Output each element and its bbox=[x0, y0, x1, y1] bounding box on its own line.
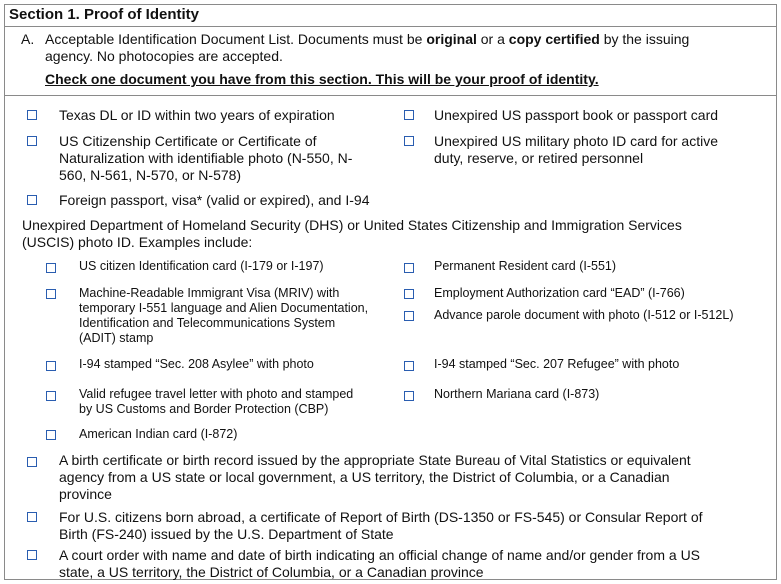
us-citizen-id-checkbox[interactable] bbox=[46, 263, 56, 273]
instruction-text: Check one document you have from this section. This will be your proof of identity. bbox=[45, 71, 599, 87]
refugee-travel-letter-label-2: by US Customs and Border Protection (CBP) bbox=[79, 402, 329, 416]
texas-dl-checkbox[interactable] bbox=[27, 110, 37, 120]
mriv-label-1: Machine-Readable Immigrant Visa (MRIV) with bbox=[79, 286, 340, 300]
mriv-label-4: (ADIT) stamp bbox=[79, 331, 154, 345]
advance-parole-checkbox[interactable] bbox=[404, 311, 414, 321]
passport-label: Unexpired US passport book or passport card bbox=[434, 107, 719, 123]
ead-checkbox[interactable] bbox=[404, 289, 414, 299]
mriv-checkbox[interactable] bbox=[46, 289, 56, 299]
dhs-intro-line-1: Unexpired Department of Homeland Security (DHS) or United States Citizenship and Immigration Services bbox=[22, 217, 682, 233]
citizenship-certificate-label-1: US Citizenship Certificate or Certificate of bbox=[59, 133, 317, 149]
american-indian-checkbox[interactable] bbox=[46, 430, 56, 440]
i94-refugee-checkbox[interactable] bbox=[404, 361, 414, 371]
title-divider bbox=[5, 26, 776, 27]
report-of-birth-label-1: For U.S. citizens born abroad, a certificate of Report of Birth (DS-1350 or FS-545) or Consular Report of bbox=[59, 509, 703, 525]
intro-line-2: agency. No photocopies are accepted. bbox=[45, 48, 283, 64]
permanent-resident-checkbox[interactable] bbox=[404, 263, 414, 273]
dhs-intro-line-2: (USCIS) photo ID. Examples include: bbox=[22, 234, 253, 250]
advance-parole-label: Advance parole document with photo (I-512 or I-512L) bbox=[434, 308, 734, 322]
intro-label: A. bbox=[21, 31, 35, 47]
intro-line-1: Acceptable Identification Document List. Documents must be original or a copy certified by the issuing bbox=[45, 31, 690, 47]
section-title: Section 1. Proof of Identity bbox=[9, 6, 200, 23]
report-of-birth-label-2: Birth (FS-240) issued by the U.S. Department of State bbox=[59, 526, 394, 542]
ead-label: Employment Authorization card “EAD” (I-766) bbox=[434, 286, 685, 300]
military-id-label-2: duty, reserve, or retired personnel bbox=[434, 150, 644, 166]
intro-divider bbox=[5, 95, 776, 96]
mriv-label-2: temporary I-551 language and Alien Documentation, bbox=[79, 301, 369, 315]
i94-asylee-label: I-94 stamped “Sec. 208 Asylee” with photo bbox=[79, 357, 314, 371]
northern-mariana-label: Northern Mariana card (I-873) bbox=[434, 387, 600, 401]
report-of-birth-checkbox[interactable] bbox=[27, 512, 37, 522]
birth-certificate-checkbox[interactable] bbox=[27, 457, 37, 467]
birth-certificate-label-3: province bbox=[59, 486, 112, 502]
mriv-label-3: Identification and Telecommunications System bbox=[79, 316, 336, 330]
passport-checkbox[interactable] bbox=[404, 110, 414, 120]
citizenship-certificate-label-2: Naturalization with identifiable photo (N-550, N- bbox=[59, 150, 353, 166]
birth-certificate-label-2: agency from a US state or local government, a US territory, the District of Columbia, or a Canadian bbox=[59, 469, 670, 485]
permanent-resident-label: Permanent Resident card (I-551) bbox=[434, 259, 617, 273]
military-id-checkbox[interactable] bbox=[404, 136, 414, 146]
foreign-passport-label: Foreign passport, visa* (valid or expired), and I-94 bbox=[59, 192, 370, 208]
court-order-label-2: state, a US territory, the District of Columbia, or a Canadian province bbox=[59, 564, 484, 580]
i94-refugee-label: I-94 stamped “Sec. 207 Refugee” with photo bbox=[434, 357, 680, 371]
refugee-travel-letter-checkbox[interactable] bbox=[46, 391, 56, 401]
birth-certificate-label-1: A birth certificate or birth record issued by the appropriate State Bureau of Vital Statistics or equivalent bbox=[59, 452, 691, 468]
refugee-travel-letter-label-1: Valid refugee travel letter with photo and stamped bbox=[79, 387, 354, 401]
foreign-passport-checkbox[interactable] bbox=[27, 195, 37, 205]
northern-mariana-checkbox[interactable] bbox=[404, 391, 414, 401]
us-citizen-id-label: US citizen Identification card (I-179 or I-197) bbox=[79, 259, 324, 273]
american-indian-label: American Indian card (I-872) bbox=[79, 427, 238, 441]
texas-dl-label: Texas DL or ID within two years of expiration bbox=[59, 107, 335, 123]
citizenship-certificate-label-3: 560, N-561, N-570, or N-578) bbox=[59, 167, 242, 183]
court-order-checkbox[interactable] bbox=[27, 550, 37, 560]
citizenship-certificate-checkbox[interactable] bbox=[27, 136, 37, 146]
military-id-label-1: Unexpired US military photo ID card for active bbox=[434, 133, 718, 149]
court-order-label-1: A court order with name and date of birth indicating an official change of name and/or gender from a US bbox=[59, 547, 701, 563]
i94-asylee-checkbox[interactable] bbox=[46, 361, 56, 371]
